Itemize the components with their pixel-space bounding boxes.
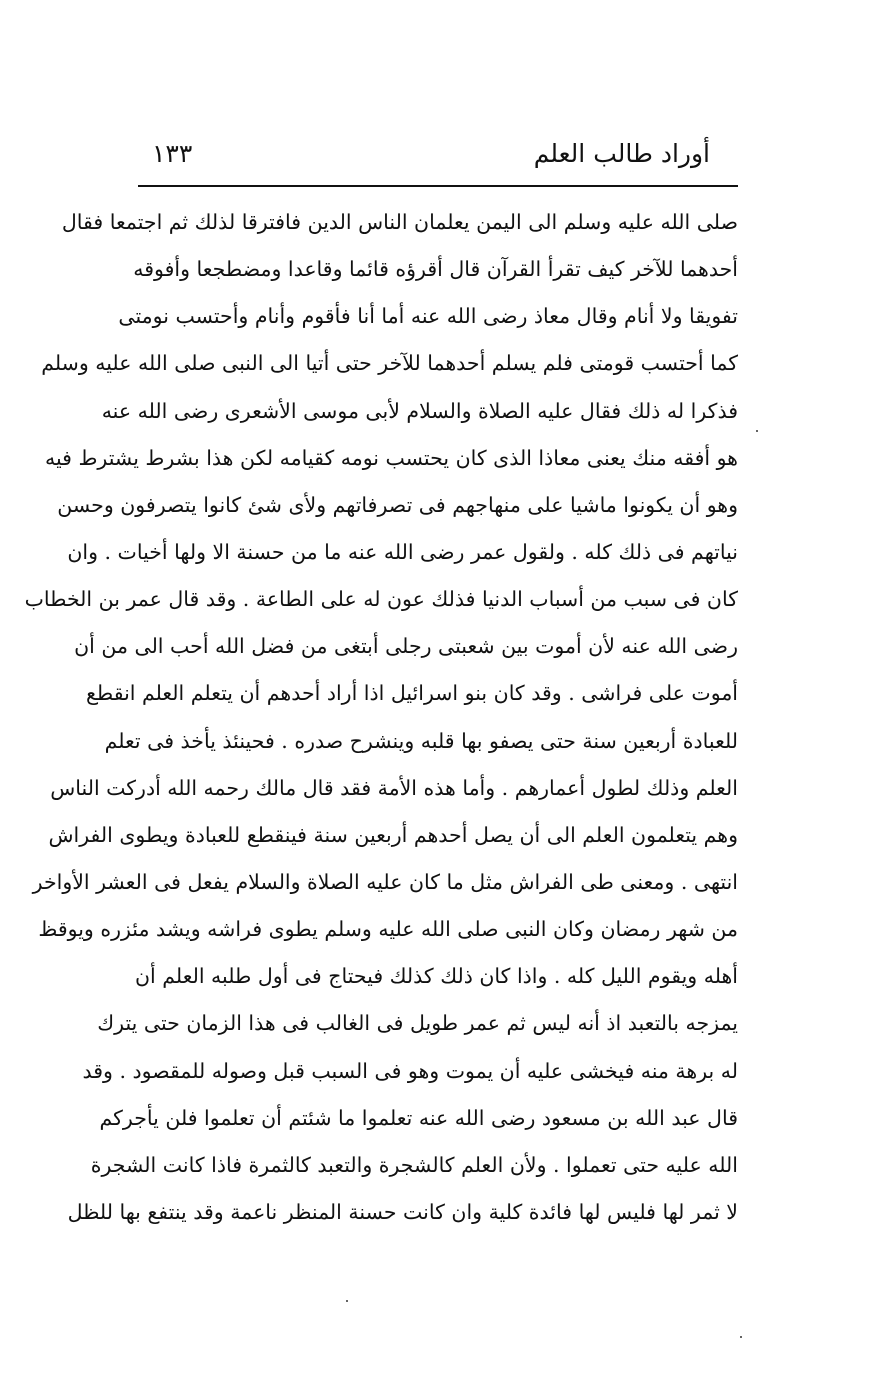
- text-line: فذكرا له ذلك فقال عليه الصلاة والسلام لأبى موسى الأشعرى رضى الله عنه: [101, 398, 738, 423]
- text-line: رضى الله عنه لأن أموت بين شعبتى رجلى أبتغى من فضل الله أحب الى من أن: [74, 634, 738, 659]
- text-line: للعبادة أربعين سنة حتى يصفو بها قلبه وينشرح صدره . فحينئذ يأخذ فى تعلم: [104, 728, 738, 753]
- text-line: أموت على فراشى . وقد كان بنو اسرائيل اذا أراد أحدهم أن يتعلم العلم انقطع: [85, 681, 738, 706]
- page-header: [138, 132, 738, 180]
- text-line: وهم يتعلمون العلم الى أن يصل أحدهم أربعين سنة فينقطع للعبادة ويطوى الفراش: [48, 822, 738, 847]
- text-line: أحدهما للآخر كيف تقرأ القرآن قال أقرؤه قائما وقاعدا ومضطجعا وأفوقه: [133, 257, 738, 282]
- text-line: قال عبد الله بن مسعود رضى الله عنه تعلموا ما شئتم أن تعلموا فلن يأجركم: [99, 1105, 738, 1130]
- text-line: نياتهم فى ذلك كله . ولقول عمر رضى الله عنه ما من حسنة الا ولها أخيات . وان: [67, 539, 738, 564]
- scan-speck: [346, 1300, 348, 1302]
- header-rule: [138, 185, 738, 187]
- running-title: أوراد طالب العلم: [533, 139, 710, 168]
- text-line: من شهر رمضان وكان النبى صلى الله عليه وسلم يطوى فراشه ويشد مئزره ويوقظ: [38, 917, 738, 942]
- text-line: انتهى . ومعنى طى الفراش مثل ما كان عليه الصلاة والسلام يفعل فى العشر الأواخر: [32, 869, 738, 894]
- text-line: كان فى سبب من أسباب الدنيا فذلك عون له على الطاعة . وقد قال عمر بن الخطاب: [24, 587, 738, 612]
- scan-speck: [740, 1336, 742, 1338]
- text-line: تفويقا ولا أنام وقال معاذ رضى الله عنه أما أنا فأقوم وأنام وأحتسب نومتى: [118, 304, 738, 329]
- text-line: صلى الله عليه وسلم الى اليمن يعلمان الناس الدين فافترقا لذلك ثم اجتمعا فقال: [61, 210, 738, 234]
- text-line: هو أفقه منك يعنى معاذا الذى كان يحتسب نومه كقيامه لكن هذا بشرط يشترط فيه: [44, 445, 738, 470]
- text-line: وهو أن يكونوا ماشيا على منهاجهم فى تصرفاتهم ولأى شئ كانوا يتصرفون وحسن: [57, 492, 738, 517]
- text-line: الله عليه حتى تعملوا . ولأن العلم كالشجرة والتعبد كالثمرة فاذا كانت الشجرة: [90, 1152, 738, 1177]
- page-number: ١٣٣: [152, 139, 193, 168]
- text-line: العلم وذلك لطول أعمارهم . وأما هذه الأمة فقد قال مالك رحمه الله أدركت الناس: [50, 775, 738, 800]
- text-line: لا ثمر لها فليس لها فائدة كلية وان كانت حسنة المنظر ناعمة وقد ينتفع بها للظل: [67, 1199, 738, 1224]
- text-line: كما أحتسب قومتى فلم يسلم أحدهما للآخر حتى أتيا الى النبى صلى الله عليه وسلم: [41, 351, 738, 376]
- text-line: يمزجه بالتعبد اذ أنه ليس ثم عمر طويل فى الغالب فى هذا الزمان حتى يترك: [97, 1011, 738, 1036]
- body-text: [24, 199, 738, 1236]
- text-line: أهله ويقوم الليل كله . واذا كان ذلك كذلك فيحتاج فى أول طلبه العلم أن: [135, 964, 738, 989]
- scan-speck: [756, 430, 758, 432]
- text-line: له برهة منه فيخشى عليه أن يموت وهو فى السبب قبل وصوله للمقصود . وقد: [82, 1058, 738, 1083]
